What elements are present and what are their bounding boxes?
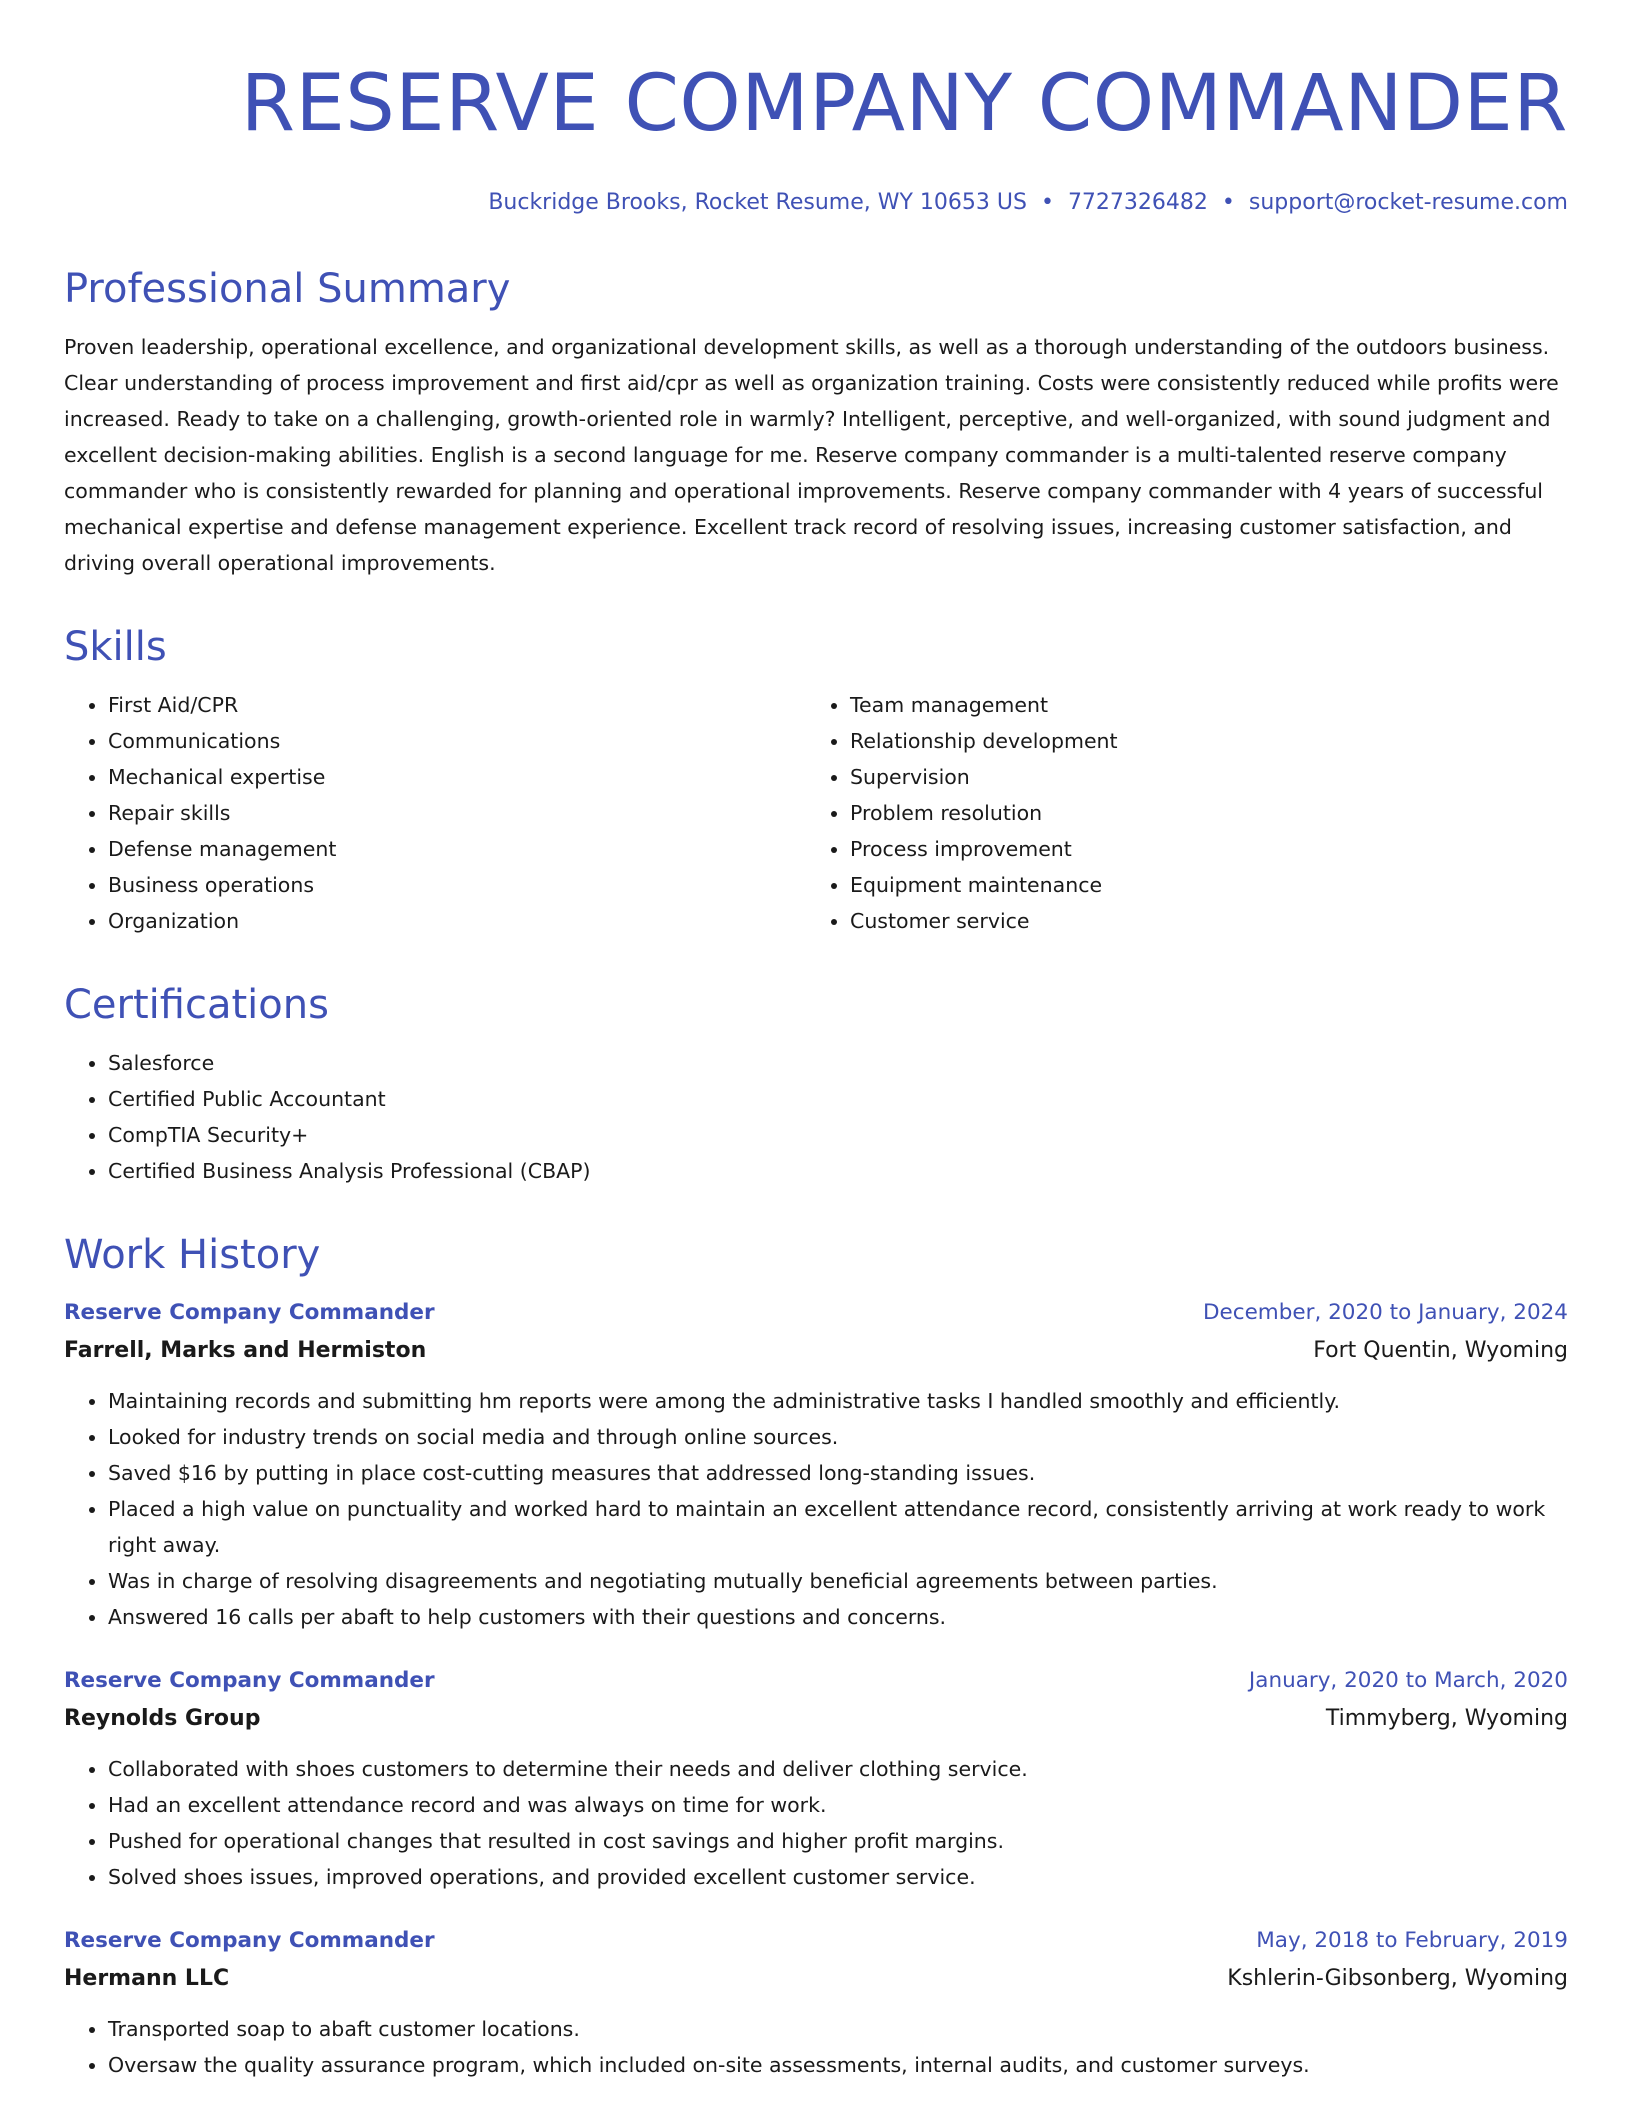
job-location: Kshlerin-Gibsonberg, Wyoming xyxy=(1227,1966,1568,1991)
contact-separator: • xyxy=(1221,190,1235,215)
contact-address: Buckridge Brooks, Rocket Resume, WY 10653 US xyxy=(488,190,1027,215)
job-duty: • Pushed for operational changes that resulted in cost savings and higher profit margins. xyxy=(108,1823,1568,1859)
job-company-row xyxy=(64,1959,1568,1999)
skill-item: • Team management xyxy=(850,687,1568,723)
job-title: Reserve Company Commander xyxy=(64,1668,435,1693)
certification-item: • Certified Business Analysis Professional (CBAP) xyxy=(108,1153,1568,1189)
job-entry xyxy=(64,1295,1568,1635)
contact-phone: 7727326482 xyxy=(1067,190,1208,215)
contact-separator: • xyxy=(1040,190,1054,215)
job-company: Hermann LLC xyxy=(64,1966,230,1991)
skills-list-left xyxy=(64,687,806,939)
job-title-row xyxy=(64,1295,1568,1331)
candidate-name: RESERVE COMPANY COMMANDER xyxy=(240,59,1568,149)
job-dates: December, 2020 to January, 2024 xyxy=(1202,1300,1568,1325)
job-title: Reserve Company Commander xyxy=(64,1300,435,1325)
job-location: Fort Quentin, Wyoming xyxy=(1313,1338,1568,1363)
skill-item: • Relationship development xyxy=(850,723,1568,759)
skill-item: • First Aid/CPR xyxy=(108,687,806,723)
skills-heading: Skills xyxy=(64,624,167,670)
skills-list-right xyxy=(806,687,1568,939)
job-location: Timmyberg, Wyoming xyxy=(1325,1706,1568,1731)
skills-section xyxy=(64,625,1568,939)
job-dates: January, 2020 to March, 2020 xyxy=(1248,1668,1568,1693)
contact-line xyxy=(64,190,1568,215)
certifications-heading: Certifications xyxy=(64,982,329,1028)
resume-header xyxy=(64,54,1568,215)
job-company: Reynolds Group xyxy=(64,1706,261,1731)
certification-item: • CompTIA Security+ xyxy=(108,1117,1568,1153)
certifications-list xyxy=(64,1045,1568,1189)
skill-item: • Business operations xyxy=(108,867,806,903)
job-title-row xyxy=(64,1923,1568,1959)
skill-item: • Supervision xyxy=(850,759,1568,795)
skill-item: • Defense management xyxy=(108,831,806,867)
job-duty: • Solved shoes issues, improved operations, and provided excellent customer service. xyxy=(108,1859,1568,1895)
job-duty: • Collaborated with shoes customers to determine their needs and deliver clothing service. xyxy=(108,1751,1568,1787)
job-duty: • Placed a high value on punctuality and worked hard to maintain an excellent attendance record, consistently arriving at work ready to work right away. xyxy=(108,1491,1568,1563)
job-company-row xyxy=(64,1699,1568,1739)
job-entry xyxy=(64,1663,1568,1895)
job-duty: • Answered 16 calls per abaft to help customers with their questions and concerns. xyxy=(108,1599,1568,1635)
skill-item: • Repair skills xyxy=(108,795,806,831)
job-duties-list xyxy=(64,1383,1568,1635)
work-history-section xyxy=(64,1233,1568,2083)
contact-email: support@rocket-resume.com xyxy=(1248,190,1568,215)
job-duty: • Was in charge of resolving disagreements and negotiating mutually beneficial agreements between parties. xyxy=(108,1563,1568,1599)
job-dates: May, 2018 to February, 2019 xyxy=(1256,1928,1568,1953)
job-duty: • Oversaw the quality assurance program, which included on-site assessments, internal audits, and customer surveys. xyxy=(108,2047,1568,2083)
job-duty: • Saved $16 by putting in place cost-cutting measures that addressed long-standing issues. xyxy=(108,1455,1568,1491)
skill-item: • Customer service xyxy=(850,903,1568,939)
job-duties-list xyxy=(64,1751,1568,1895)
job-title-row xyxy=(64,1663,1568,1699)
skill-item: • Problem resolution xyxy=(850,795,1568,831)
skill-item: • Mechanical expertise xyxy=(108,759,806,795)
skill-item: • Organization xyxy=(108,903,806,939)
summary-text: Proven leadership, operational excellence, and organizational development skills, as well as a thorough understanding of the outdoors business. Clear understanding of process improvement and first aid/cpr as well as organization training. Costs were consistently reduced while profits were increased. Ready to take on a challenging, growth-oriented role in warmly? Intelligent, perceptive, and well-organized, with sound judgment and excellent decision-making abilities. English is a second language for me. Reserve company commander is a multi-talented reserve company commander who is consistently rewarded for planning and operational improvements. Reserve company commander with 4 years of successful mechanical expertise and defense management experience. Excellent track record of resolving issues, increasing customer satisfaction, and driving overall operational improvements. xyxy=(64,335,1559,575)
job-duty: • Looked for industry trends on social media and through online sources. xyxy=(108,1419,1568,1455)
job-duty: • Had an excellent attendance record and was always on time for work. xyxy=(108,1787,1568,1823)
skill-item: • Equipment maintenance xyxy=(850,867,1568,903)
job-entry xyxy=(64,1923,1568,2083)
job-duties-list xyxy=(64,2011,1568,2083)
summary-heading: Professional Summary xyxy=(64,266,511,312)
summary-section xyxy=(64,267,1568,581)
certification-item: • Certified Public Accountant xyxy=(108,1081,1568,1117)
job-title: Reserve Company Commander xyxy=(64,1928,435,1953)
skills-grid xyxy=(64,687,1568,939)
job-duty: • Maintaining records and submitting hm reports were among the administrative tasks I handled smoothly and efficiently. xyxy=(108,1383,1568,1419)
job-company-row xyxy=(64,1331,1568,1371)
certifications-section xyxy=(64,983,1568,1189)
certification-item: • Salesforce xyxy=(108,1045,1568,1081)
skill-item: • Communications xyxy=(108,723,806,759)
job-company: Farrell, Marks and Hermiston xyxy=(64,1338,427,1363)
job-duty: • Transported soap to abaft customer locations. xyxy=(108,2011,1568,2047)
work-history-heading: Work History xyxy=(64,1232,321,1278)
skill-item: • Process improvement xyxy=(850,831,1568,867)
